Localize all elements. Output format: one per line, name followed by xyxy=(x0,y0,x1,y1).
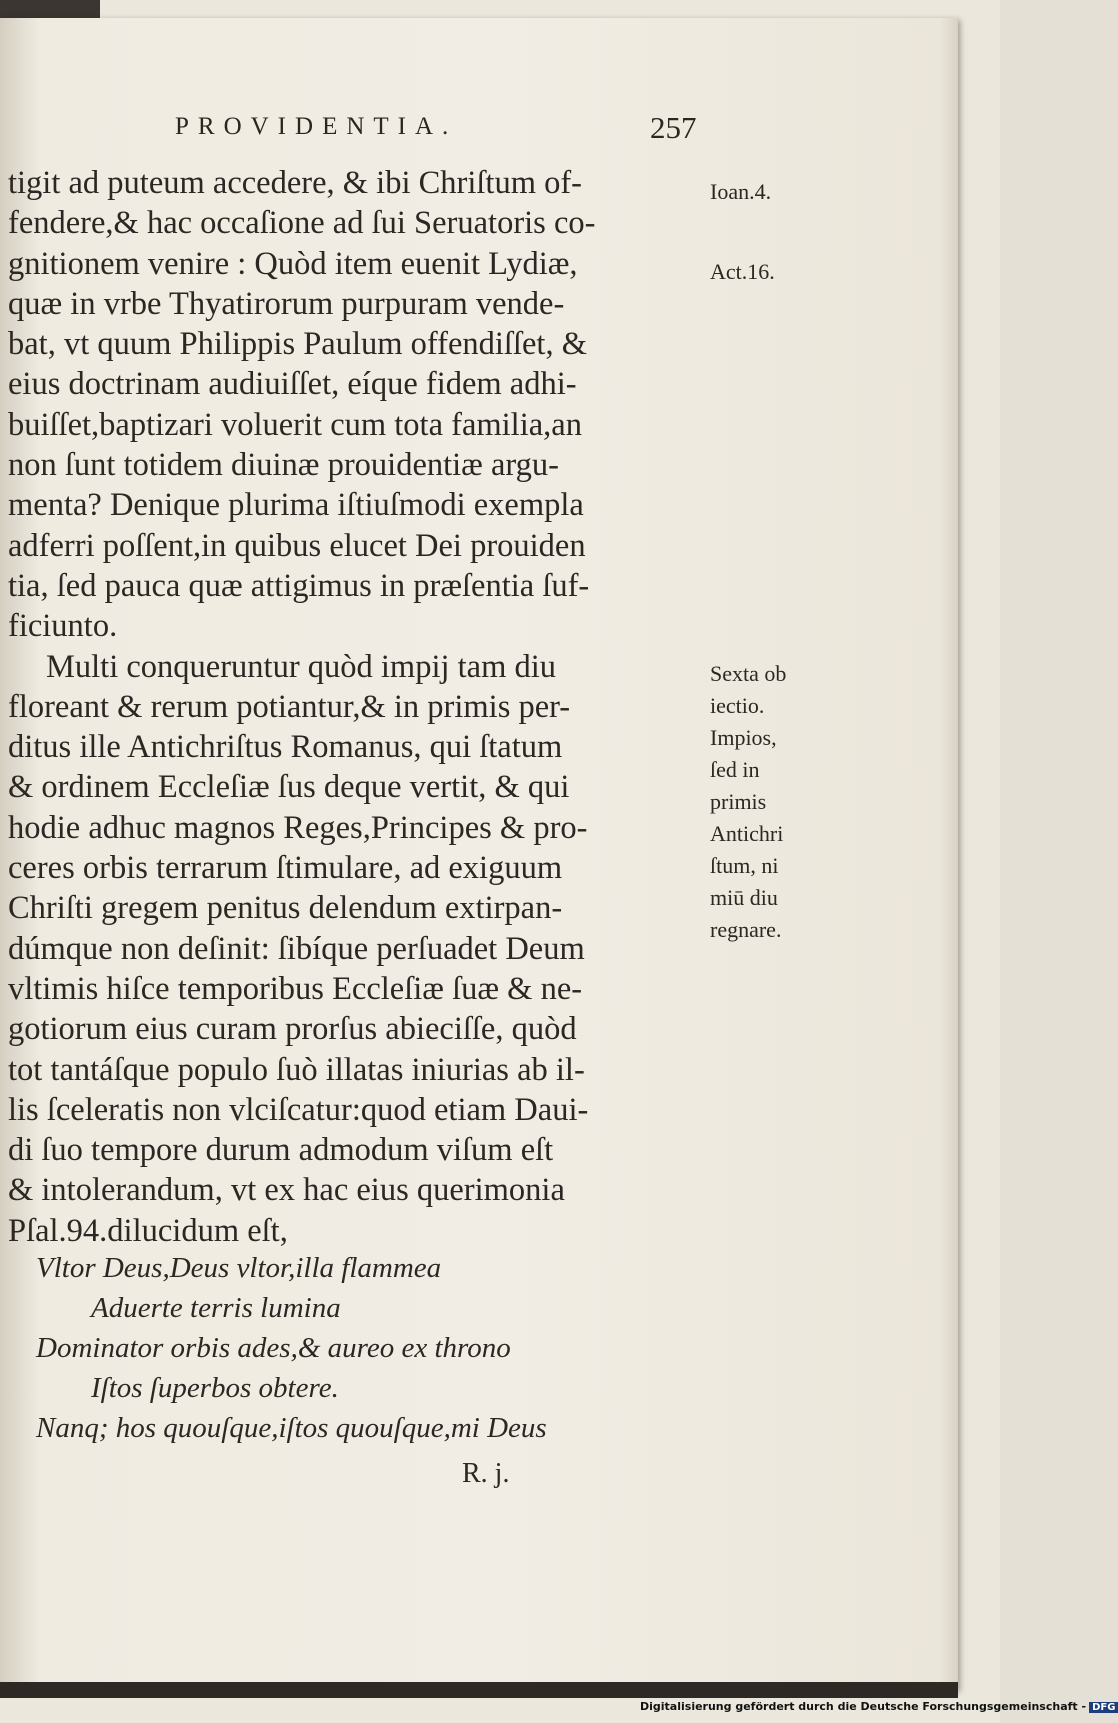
text-line: ditus ille Antichriſtus Romanus, qui ſtatum xyxy=(8,729,563,766)
marginal-note-line: Impios, xyxy=(710,725,777,750)
dfg-logo: DFG xyxy=(1089,1702,1118,1713)
book-page xyxy=(0,18,958,1690)
text-line: bat, vt quum Philippis Paulum offendiſſet, & xyxy=(8,326,587,363)
text-line: & intolerandum, vt ex hac eius querimonia xyxy=(8,1172,565,1209)
text-line: quæ in vrbe Thyatirorum purpuram vende- xyxy=(8,285,565,322)
footer-text: Digitalisierung gefördert durch die Deutsche Forschungsgemeinschaft - xyxy=(640,1700,1087,1713)
marginal-note-line: miū diu xyxy=(710,885,778,910)
text-line: floreant & rerum potiantur,& in primis per- xyxy=(8,688,571,725)
funding-footer xyxy=(640,1700,1116,1713)
text-line: fendere,& hac occaſione ad ſui Seruatoris co- xyxy=(8,205,596,242)
marginal-note-sexta-obiectio xyxy=(710,658,830,946)
text-line: eius doctrinam audiuiſſet, eíque fidem adhi- xyxy=(8,366,577,403)
body-text xyxy=(8,163,698,1251)
verse-line: Nanq; hos quouſque,iſtos quouſque,mi Deus xyxy=(36,1412,547,1444)
marginal-note-line: iectio. xyxy=(710,693,765,718)
scan-border-top xyxy=(0,0,100,20)
marginal-note-line: ſed in xyxy=(710,757,760,782)
text-line: Chriſti gregem penitus delendum extirpan- xyxy=(8,890,563,927)
page-number: 257 xyxy=(650,110,697,145)
text-line: & ordinem Eccleſiæ ſus deque vertit, & qui xyxy=(8,769,570,806)
text-line: dúmque non deſinit: ſibíque perſuadet Deum xyxy=(8,930,585,967)
text-line: gotiorum eius curam prorſus abieciſſe, quòd xyxy=(8,1011,577,1048)
marginal-note-ioan: Ioan.4. xyxy=(710,179,772,204)
text-line: ceres orbis terrarum ſtimulare, ad exiguum xyxy=(8,850,563,887)
text-line: Pſal.94.dilucidum eſt, xyxy=(8,1212,288,1249)
paragraph-start-line: Multi conqueruntur quòd impij tam diu xyxy=(46,648,557,685)
text-line: gnitionem venire : Quòd item euenit Lydiæ, xyxy=(8,245,578,282)
verse-line: Vltor Deus,Deus vltor,illa flammea xyxy=(36,1252,442,1284)
verse-quotation xyxy=(36,1248,696,1448)
verse-line: Dominator orbis ades,& aureo ex throno xyxy=(36,1332,511,1364)
text-line: buiſſet,baptizari voluerit cum tota familia,an xyxy=(8,406,582,443)
marginal-note-line: regnare. xyxy=(710,917,782,942)
text-line: di ſuo tempore durum admodum viſum eſt xyxy=(8,1132,554,1169)
text-line: tia, ſed pauca quæ attigimus in præſentia ſuf- xyxy=(8,567,590,604)
marginal-note-line: Antichri xyxy=(710,821,784,846)
marginal-note-line: primis xyxy=(710,789,767,814)
text-line: tigit ad puteum accedere, & ibi Chriſtum of- xyxy=(8,165,583,201)
marginal-note-act: Act.16. xyxy=(710,259,775,284)
marginal-note-line: ſtum, ni xyxy=(710,853,779,878)
signature-mark: R. j. xyxy=(462,1458,510,1489)
text-line: adferri poſſent,in quibus elucet Dei prouiden xyxy=(8,527,586,564)
text-line: non ſunt totidem diuinæ prouidentiæ argu- xyxy=(8,447,559,484)
text-line: lis ſceleratis non vlciſcatur:quod etiam Daui- xyxy=(8,1091,589,1128)
text-line: vltimis hiſce temporibus Eccleſiæ ſuæ & ne- xyxy=(8,970,583,1007)
marginal-note-line: Sexta ob xyxy=(710,661,787,686)
verse-line: Aduerte terris lumina xyxy=(91,1292,341,1324)
verse-line: Iſtos ſuperbos obtere. xyxy=(91,1372,339,1404)
text-line: menta? Denique plurima iſtiuſmodi exempla xyxy=(8,487,584,524)
text-line: tot tantáſque populo ſuò illatas iniurias ab il- xyxy=(8,1051,585,1088)
text-line: ficiunto. xyxy=(8,608,118,645)
running-head: PROVIDENTIA. xyxy=(175,113,458,140)
text-line: hodie adhuc magnos Reges,Principes & pro- xyxy=(8,809,588,846)
scan-border-bottom xyxy=(0,1682,958,1698)
